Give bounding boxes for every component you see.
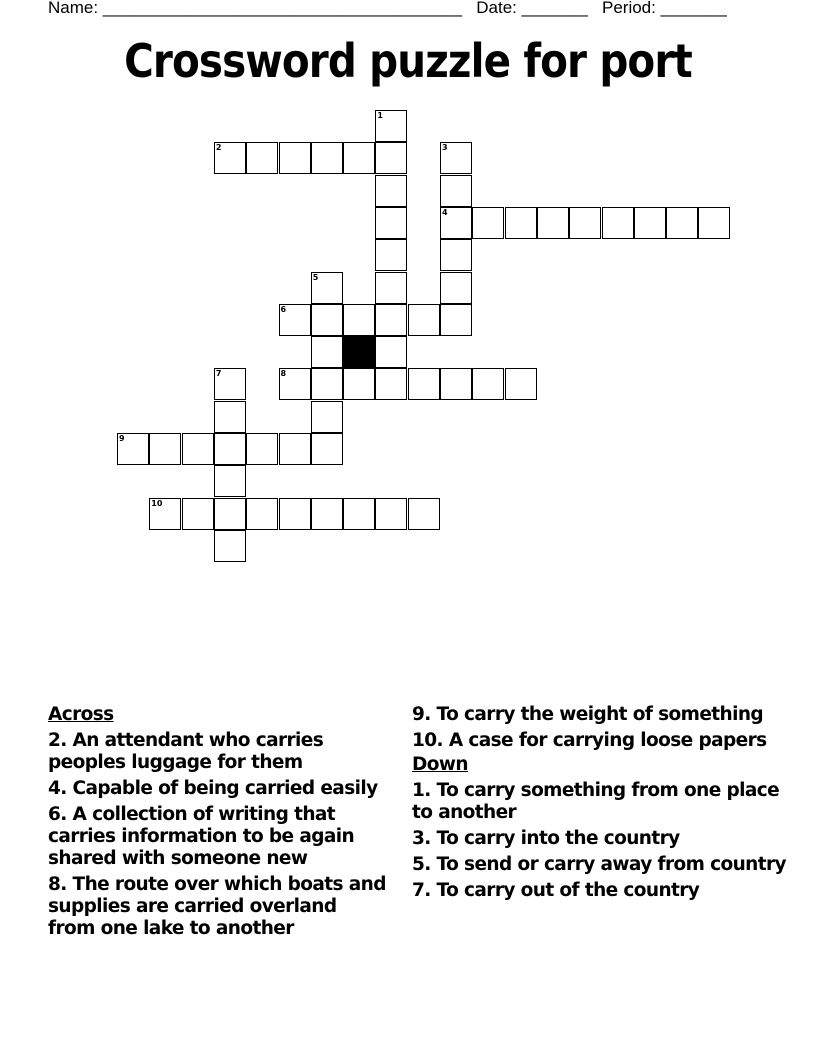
- grid-cell[interactable]: [440, 304, 472, 336]
- grid-cell[interactable]: [246, 142, 278, 174]
- grid-cell[interactable]: [375, 304, 407, 336]
- grid-cell[interactable]: [214, 368, 246, 400]
- grid-cell[interactable]: [214, 530, 246, 562]
- grid-cell[interactable]: [149, 498, 181, 530]
- grid-cell[interactable]: [246, 498, 278, 530]
- grid-cell[interactable]: [279, 368, 311, 400]
- clue-number: 3: [442, 143, 448, 153]
- grid-cell[interactable]: [311, 336, 343, 368]
- grid-cell[interactable]: [602, 207, 634, 239]
- grid-cell[interactable]: [569, 207, 601, 239]
- clue-number: 4: [442, 207, 448, 217]
- grid-cell[interactable]: [149, 433, 181, 465]
- grid-cell[interactable]: [440, 207, 472, 239]
- period-label: Period:: [602, 0, 656, 17]
- clue-down-7: 7. To carry out of the country: [412, 880, 700, 901]
- clue-down-3: 3. To carry into the country: [412, 828, 680, 849]
- grid-cell[interactable]: [408, 304, 440, 336]
- grid-cell[interactable]: [343, 498, 375, 530]
- name-label: Name:: [48, 0, 99, 17]
- grid-cell[interactable]: [279, 304, 311, 336]
- grid-cell[interactable]: [343, 142, 375, 174]
- date-label: Date:: [476, 0, 517, 17]
- grid-cell[interactable]: [343, 304, 375, 336]
- grid-cell[interactable]: [440, 239, 472, 271]
- clue-across-6: 6. A collection of writing that carries information to be again shared with someone new: [48, 804, 355, 869]
- grid-cell[interactable]: [214, 465, 246, 497]
- grid-cell[interactable]: [440, 175, 472, 207]
- down-heading: Down: [412, 754, 468, 775]
- clue-number: 2: [215, 143, 222, 153]
- grid-cell[interactable]: [472, 207, 504, 239]
- grid-cell[interactable]: [375, 110, 407, 142]
- grid-cell[interactable]: [375, 368, 407, 400]
- across-heading: Across: [48, 704, 114, 725]
- grid-cell[interactable]: [214, 433, 246, 465]
- grid-cell[interactable]: [375, 336, 407, 368]
- clue-across-4: 4. Capable of being carried easily: [48, 778, 378, 799]
- grid-cell[interactable]: [279, 433, 311, 465]
- grid-cell[interactable]: [343, 368, 375, 400]
- grid-cell[interactable]: [375, 142, 407, 174]
- clue-number: 8: [280, 369, 287, 379]
- grid-cell[interactable]: [505, 368, 537, 400]
- grid-cell[interactable]: [182, 433, 214, 465]
- grid-cell[interactable]: [666, 207, 698, 239]
- page-title: Crossword puzzle for port: [124, 34, 692, 88]
- grid-cell[interactable]: [440, 272, 472, 304]
- clue-number: 6: [280, 304, 287, 314]
- grid-cell[interactable]: [537, 207, 569, 239]
- date-blank[interactable]: _______: [521, 0, 588, 17]
- grid-cell[interactable]: [634, 207, 666, 239]
- grid-cell[interactable]: [311, 272, 343, 304]
- clues-right-column: [412, 702, 792, 902]
- clue-number: 5: [312, 272, 319, 282]
- name-blank[interactable]: ______________________________________: [102, 0, 463, 17]
- grid-cell[interactable]: [375, 239, 407, 271]
- clue-number: 10: [151, 498, 163, 508]
- grid-cell[interactable]: [440, 142, 472, 174]
- grid-cell[interactable]: [279, 498, 311, 530]
- grid-cell[interactable]: [408, 368, 440, 400]
- grid-cell[interactable]: [311, 142, 343, 174]
- grid-cell[interactable]: [440, 368, 472, 400]
- clue-number: 9: [119, 434, 125, 443]
- grid-cell[interactable]: [375, 272, 407, 304]
- period-blank[interactable]: _______: [660, 0, 727, 17]
- clue-down-1: 1. To carry something from one place to another: [412, 780, 780, 823]
- grid-cell[interactable]: [311, 401, 343, 433]
- clues-left-column: [48, 702, 388, 940]
- grid-cell[interactable]: [375, 175, 407, 207]
- clue-number: 1: [377, 111, 383, 120]
- grid-cell[interactable]: [214, 498, 246, 530]
- black-square: [343, 336, 375, 368]
- grid-cell[interactable]: [182, 498, 214, 530]
- grid-cell[interactable]: [375, 498, 407, 530]
- clue-down-5: 5. To send or carry away from country: [412, 854, 786, 875]
- grid-cell[interactable]: [311, 304, 343, 336]
- grid-cell[interactable]: [246, 433, 278, 465]
- clue-across-2: 2. An attendant who carries peoples luggage for them: [48, 730, 324, 773]
- clue-number: 7: [215, 369, 222, 379]
- grid-cell[interactable]: [311, 368, 343, 400]
- grid-cell[interactable]: [214, 142, 246, 174]
- clue-across-8: 8. The route over which boats and supplies are carried overland from one lake to another: [48, 874, 386, 939]
- grid-cell[interactable]: [472, 368, 504, 400]
- grid-cell[interactable]: [117, 433, 149, 465]
- grid-cell[interactable]: [214, 401, 246, 433]
- clue-across-9: 9. To carry the weight of something: [412, 704, 764, 725]
- grid-cell[interactable]: [375, 207, 407, 239]
- grid-cell[interactable]: [505, 207, 537, 239]
- grid-cell[interactable]: [408, 498, 440, 530]
- grid-cell[interactable]: [698, 207, 730, 239]
- grid-cell[interactable]: [311, 498, 343, 530]
- grid-cell[interactable]: [279, 142, 311, 174]
- grid-cell[interactable]: [311, 433, 343, 465]
- clue-across-10: 10. A case for carrying loose papers: [412, 730, 767, 751]
